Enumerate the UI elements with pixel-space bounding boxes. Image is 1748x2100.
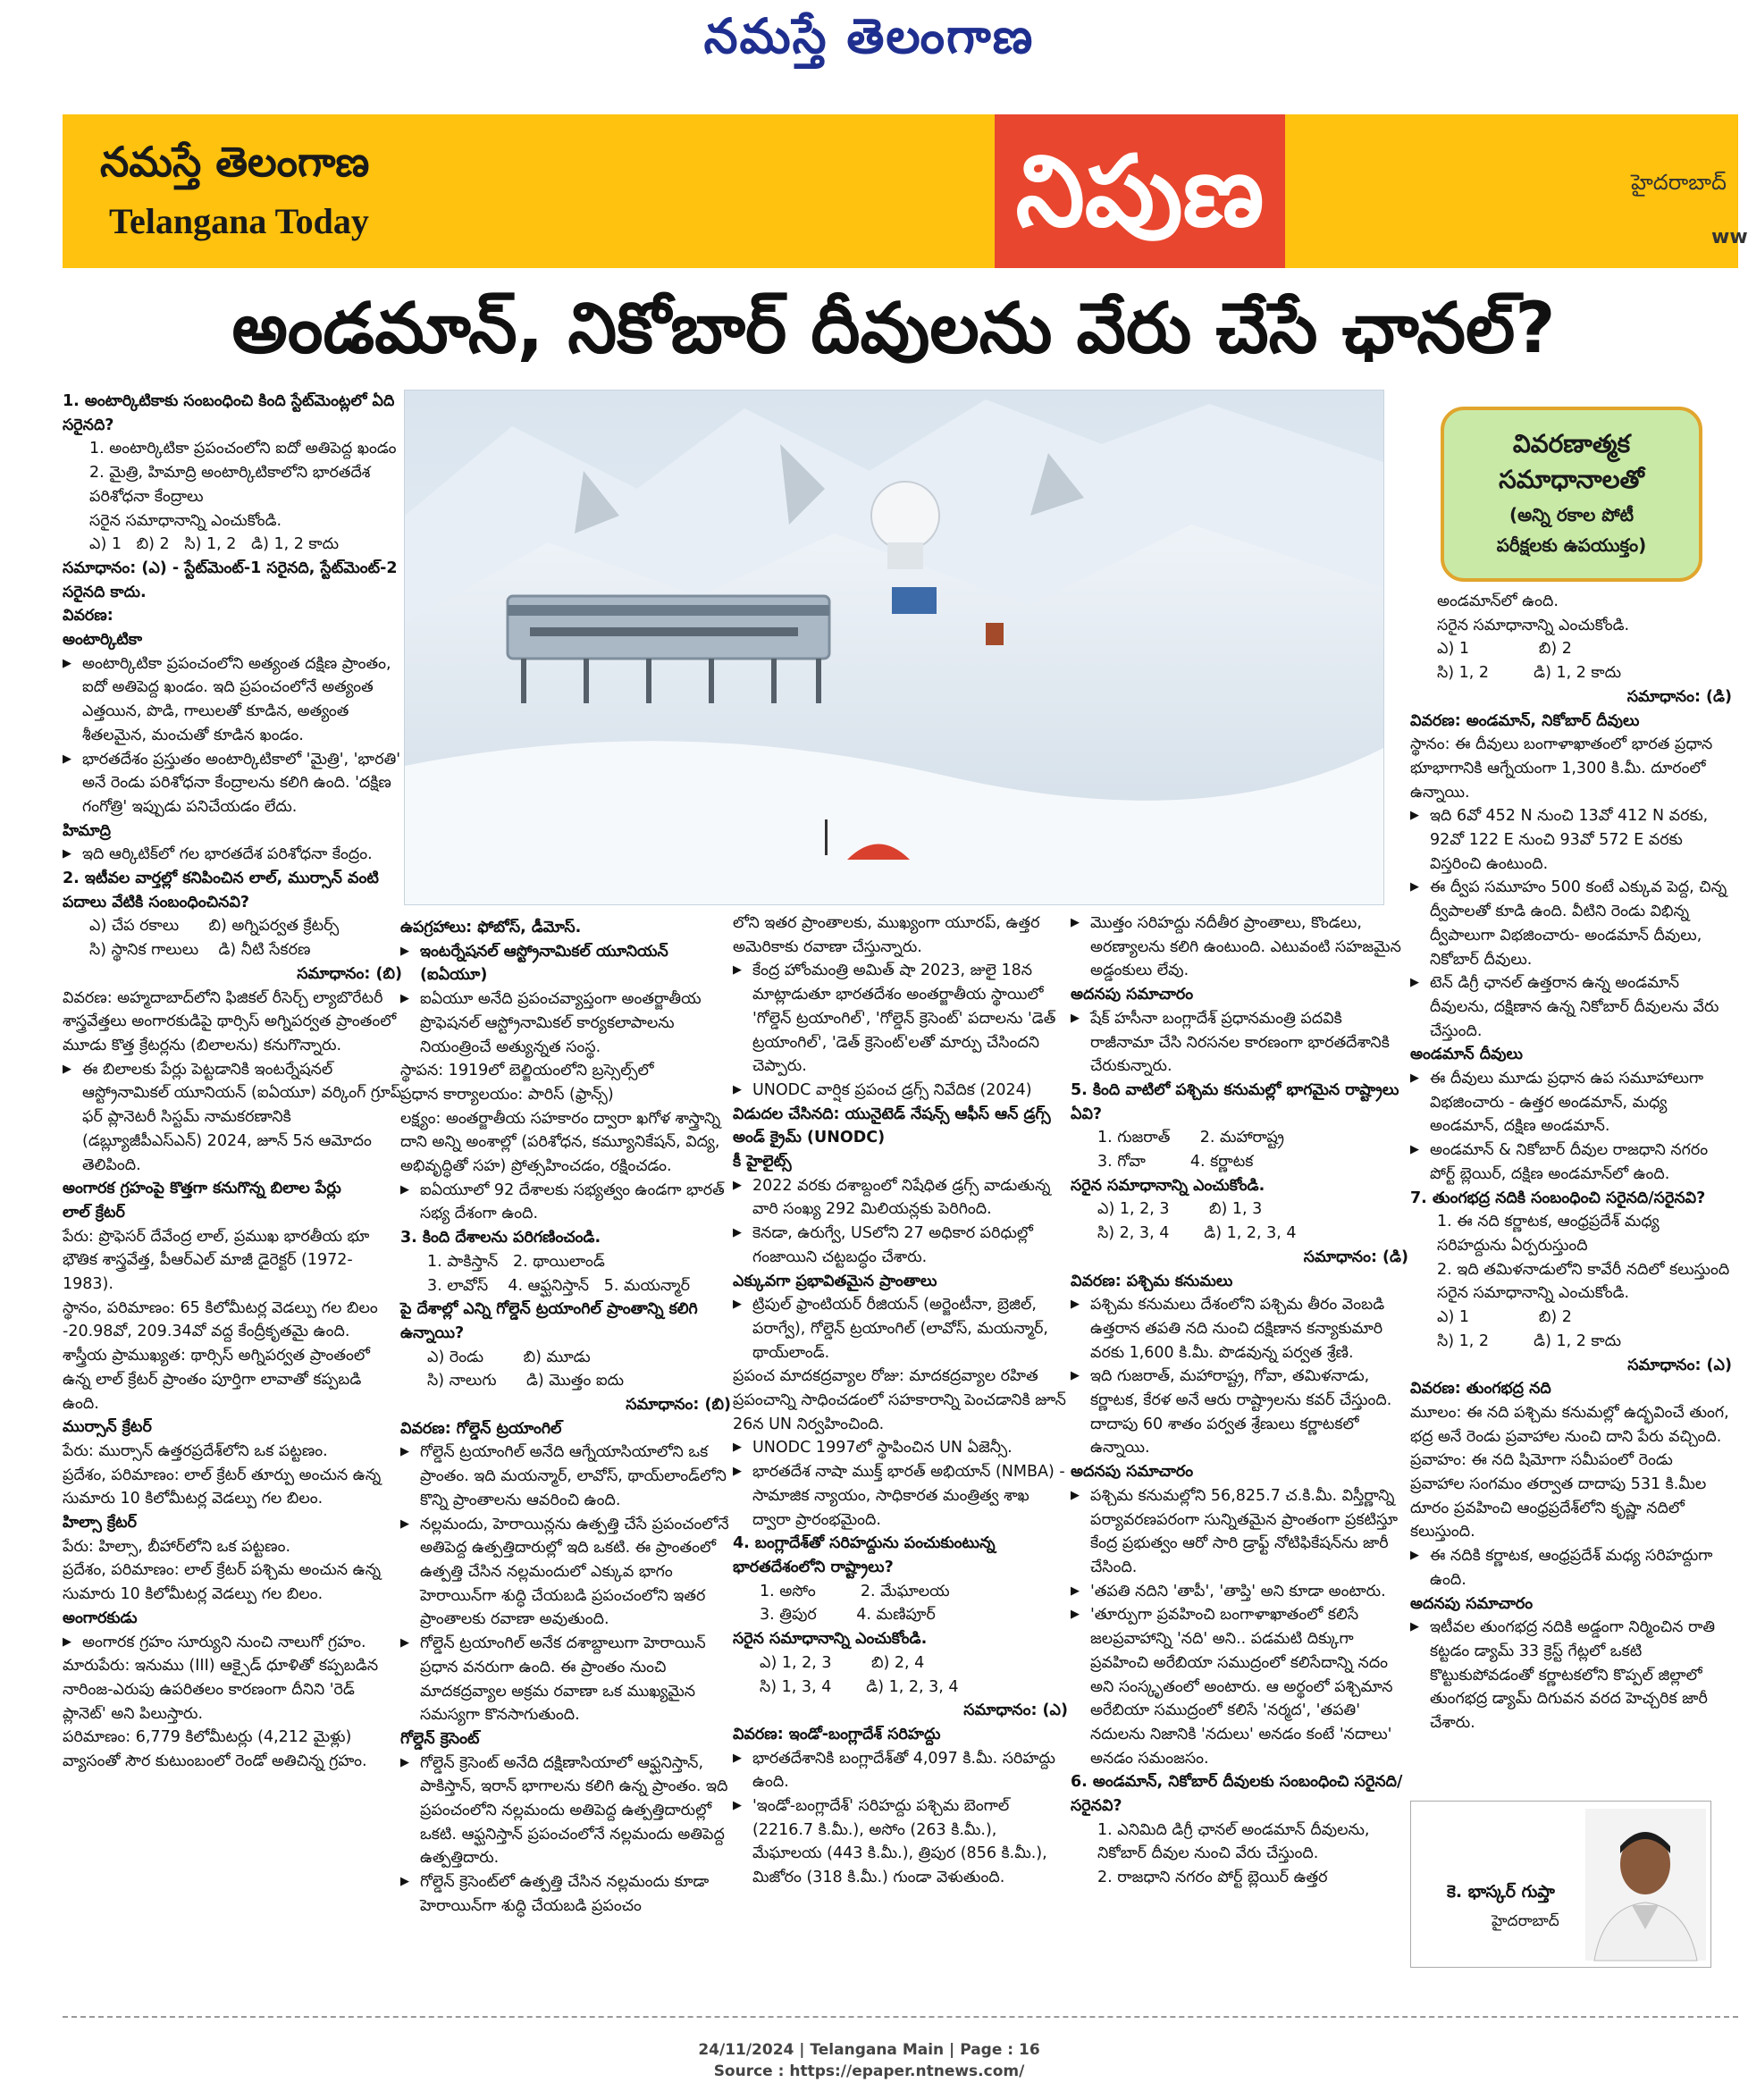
section-title-nipuna: నిపుణ <box>995 114 1285 268</box>
options: సి) 1, 2 డి) 1, 2 కాదు <box>1437 664 1622 683</box>
fact: లక్ష్యం: అంతర్జాతీయ సహకారం ద్వారా ఖగోళ శాస్త్రాన్ని దాని అన్ని అంశాల్లో (పరిశోధన, కమ్యూనికేషన్, విద్య, అభివృద్ధితో సహ) ప్రోత్సహించడం, రక్షించడం. <box>400 1109 721 1176</box>
fact: పరిమాణం: 6,779 కిలోమీటర్లు (4,212 మైళ్లు) వ్యాసంతో సౌర కుటుంబంలో రెండో అతిచిన్న గ్రహం. <box>63 1728 367 1771</box>
banner-web: ww <box>1711 226 1748 248</box>
footer <box>0 2039 1738 2082</box>
question-4: 4. బంగ్లాదేశ్‌తో సరిహద్దును పంచుకుంటున్న భారతదేశంలోని రాష్ట్రాలు? <box>733 1534 996 1576</box>
subheading: గోల్డెన్ క్రెసెంట్ <box>400 1729 480 1748</box>
question-1: 1. అంటార్కిటికాకు సంబంధించి కింది స్టేట్‌మెంట్లలో ఏది సరైనది? <box>63 392 395 434</box>
options: ఎ) రెండు బి) మూడు <box>427 1348 591 1366</box>
bullet: ▶ గోల్డెన్ ట్రయాంగిల్ అనేది ఆగ్నేయాసియాలోని ఒక ప్రాంతం. ఇది మయన్మార్, లావోస్, థాయ్‌లాండ్‌లోని కొన్ని ప్రాంతాలను ఆవరించి ఉంది. <box>400 1441 731 1512</box>
bullet: ▶ ఇటీవల తుంగభద్ర నదికి అడ్డంగా నిర్మించిన రాతి కట్టడం డ్యామ్ 33 క్రెస్ట్ గేట్లలో ఒకటి కొట్టుకుపోవడంతో కర్ణాటకలోని కొప్పల్ జిల్లాలో తుంగభద్ర డ్యామ్ దిగువన వరద హెచ్చరిక జారీ చేశారు. <box>1410 1616 1732 1735</box>
statement: 1. అంటార్కిటికా ప్రపంచంలోని ఐదో అతిపెద్ద ఖండం <box>89 440 397 458</box>
antarctic-station-photo <box>404 390 1384 905</box>
callout-line-3: (అన్ని రకాల పోటీ <box>1508 504 1635 525</box>
continued-text: లోని ఇతర ప్రాంతాలకు, ముఖ్యంగా యూరప్, ఉత్తర అమెరికాకు రవాణా చేస్తున్నారు. <box>733 914 1040 956</box>
bullet: ▶ ఈ ద్వీప సమూహం 500 కంటే ఎక్కువ పెద్ద, చిన్న ద్వీపాలతో కూడి ఉంది. వీటిని రెండు విభిన్న ద్వీపాలుగా విభజించారు- అండమాన్ దీవులు, నికోబార్ దీవులు. <box>1410 876 1732 971</box>
options: సి) స్థానిక గాలులు డి) నీటి సేకరణ <box>89 941 311 960</box>
options: 3. త్రిపుర 4. మణిపూర్ <box>760 1606 936 1625</box>
bullet: ▶ టెన్ డిగ్రీ ఛానల్ ఉత్తరాన ఉన్న అండమాన్ దీవులను, దక్షిణాన ఉన్న నికోబార్ దీవులను వేరు చేస్తుంది. <box>1410 971 1732 1043</box>
options: 1. అసోం 2. మేఘాలయ <box>760 1582 950 1600</box>
bullet: ▶ గోల్డెన్ క్రెసెంట్ అనేది దక్షిణాసియాలో ఆఫ్ఘనిస్తాన్, పాకిస్తాన్, ఇరాన్ భాగాలను కలిగి ఉన్న ప్రాంతం. ఇది ప్రపంచంలోని నల్లమందు అతిపెద్ద ఉత్పత్తిదారుల్లో ఒకటి. ఆఫ్ఘనిస్తాన్ ప్రపంచంలోనే నల్లమందు అతిపెద్ద ఉత్పత్తిదారు. <box>400 1751 731 1871</box>
explanation: వివరణ: తుంగభద్ర నది <box>1410 1380 1551 1399</box>
fact: మూలం: ఈ నది పశ్చిమ కనుమల్లో ఉద్భవించే తుంగ, భద్ర అనే రెండు ప్రవాహాల నుంచి దాని పేరు వచ్చింది. <box>1410 1403 1729 1446</box>
choose-text: సరైన సమాధానాన్ని ఎంచుకోండి. <box>733 1630 928 1649</box>
bullet: ▶ ఇది ఆర్కిటిక్‌లో గల భారతదేశ పరిశోధనా కేంద్రం. <box>63 843 402 867</box>
options: ఎ) 1, 2, 3 బి) 1, 3 <box>1097 1200 1263 1219</box>
bullet: ▶ ట్రిపుల్ ఫ్రాంటియర్ రీజియన్ (అర్జెంటీనా, బ్రెజిల్, పరాగ్వే), గోల్డెన్ ట్రయాంగిల్ (లావోస్, మయన్మార్, థాయ్‌లాండ్. <box>733 1293 1068 1365</box>
explanation: వివరణ: గోల్డెన్ ట్రయాంగిల్ <box>400 1419 562 1438</box>
callout-line-1: వివరణాత్మక <box>1512 429 1631 458</box>
fact: మారుపేరు: ఇనుము (III) ఆక్సైడ్ ధూళితో కప్పబడిన నారింజ-ఎరుపు ఉపరితలం కారణంగా దీనిని 'రెడ్ ప్లానెట్' అని పిలుస్తారు. <box>63 1657 379 1723</box>
fact: ప్రపంచ మాదకద్రవ్యాల రోజు: మాదకద్రవ్యాల రహిత ప్రపంచాన్ని సాధించడంలో సహకారాన్ని పెంచడానికి జూన్ 26న UN నిర్వహించింది. <box>733 1367 1066 1433</box>
question-7: 7. తుంగభద్ర నదికి సంబంధించి సరైనది/సరైనవి? <box>1410 1189 1706 1207</box>
options: ఎ) 1 బి) 2 <box>1437 640 1572 659</box>
brand-telugu: నమస్తే తెలంగాణ <box>100 138 370 186</box>
bullet: ▶ కెనడా, ఉరుగ్వే, USలోని 27 అధికార పరిధుల్లో గంజాయిని చట్టబద్ధం చేశారు. <box>733 1222 1068 1269</box>
callout-line-2: సమాధానాలతో <box>1499 465 1644 494</box>
bullet: ▶ ఐఏయూ అనేది ప్రపంచవ్యాప్తంగా అంతర్జాతీయ ప్రొఫెషనల్ ఆస్ట్రోనామికల్ కార్యకలాపాలను నియంత్రించే అత్యున్నత సంస్థ. <box>400 987 731 1059</box>
fact: విడుదల చేసినది: యునైటెడ్ నేషన్స్ ఆఫీస్ ఆన్ డ్రగ్స్ అండ్ క్రైమ్ (UNODC) <box>733 1105 1051 1147</box>
footer-divider <box>63 2016 1738 2018</box>
choose-text: సరైన సమాధానాన్ని ఎంచుకోండి. <box>89 511 282 530</box>
subheading: హిమాద్రి <box>63 821 112 840</box>
statement: 1. ఈ నది కర్ణాటక, ఆంధ్రప్రదేశ్ మధ్య సరిహద్దును ఏర్పరుస్తుంది <box>1437 1213 1660 1255</box>
subheading: లాల్ క్రేటర్ <box>63 1203 125 1222</box>
fact: ప్రధాన కార్యాలయం: పారిస్ (ఫ్రాన్స్) <box>400 1085 614 1104</box>
avatar-icon <box>1585 1809 1706 1961</box>
options: ఎ) చేప రకాలు బి) అగ్నిపర్వత క్రేటర్స్ <box>89 917 340 936</box>
footer-date-page: 24/11/2024 | Telangana Main | Page : 16 <box>698 2041 1040 2059</box>
bullet: ▶ గోల్డెన్ ట్రయాంగిల్ అనేక దశాబ్దాలుగా హెరాయిన్ ప్రధాన వనరుగా ఉంది. ఈ ప్రాంతం నుంచి మాదకద్రవ్యాల అక్రమ రవాణా ఒక ముఖ్యమైన సమస్యగా కొనసాగుతుంది. <box>400 1632 731 1727</box>
subheading: కీ హైలైట్స్ <box>733 1153 792 1172</box>
options: సి) 1, 3, 4 డి) 1, 2, 3, 4 <box>760 1677 959 1696</box>
callout-box <box>1441 407 1702 582</box>
footer-source: Source : https://epaper.ntnews.com/ <box>713 2062 1025 2080</box>
bullet: ▶ ఐఏయూలో 92 దేశాలకు సభ్యత్వం ఉండగా భారత్ సభ్య దేశంగా ఉంది. <box>400 1179 731 1226</box>
question-6: 6. అండమాన్, నికోబార్ దీవులకు సంబంధించి సరైనది/సరైనవి? <box>1071 1773 1403 1816</box>
statement: 1. ఎనిమిది డిగ్రీ ఛానల్ అండమాన్ దీవులను, నికోబార్ దీవుల నుంచి వేరు చేస్తుంది. <box>1097 1820 1370 1863</box>
bullet: ▶ అంటార్కిటికా ప్రపంచంలోని అత్యంత దక్షిణ ప్రాంతం, ఐదో అతిపెద్ద ఖండం. ఇది ప్రపంచంలోనే అత్యంత ఎత్తయిన, పొడి, గాలులతో కూడిన, అత్యంత శీతలమైన, మంచుతో కూడిన ఖండం. <box>63 652 402 748</box>
subheading: అదనపు సమాచారం <box>1071 1463 1194 1482</box>
fact: స్థానం, పరిమాణం: 65 కిలోమీటర్ల వెడల్పు గల బిలం -20.98వో, 209.34వో వద్ద కేంద్రీకృతమై ఉంది. <box>63 1298 378 1341</box>
subheading: హిల్సా క్రేటర్ <box>63 1514 137 1533</box>
fact: ఉపగ్రహాలు: ఫోబోస్, డీమోస్. <box>400 919 582 937</box>
options: 1. గుజరాత్ 2. మహారాష్ట్ర <box>1097 1129 1284 1147</box>
bullet: ▶ మొత్తం సరిహద్దు నదీతీర ప్రాంతాలు, కొండలు, అరణ్యాలను కలిగి ఉంటుంది. ఎటువంటి సహజమైన అడ్డంకులు లేవు. <box>1071 911 1408 983</box>
bullet: ▶ అండమాన్ & నికోబార్ దీవుల రాజధాని నగరం పోర్ట్ బ్లెయిర్, దక్షిణ అండమాన్‌లో ఉంది. <box>1410 1138 1732 1186</box>
statement: 2. ఇది తమిళనాడులోని కావేరీ నదిలో కలుస్తుంది <box>1437 1260 1730 1279</box>
question-3: 3. కింది దేశాలను పరిగణించండి. <box>400 1229 601 1247</box>
fact: శాస్త్రీయ ప్రాముఖ్యత: థార్సిస్ అగ్నిపర్వత ప్రాంతంలో ఉన్న లాల్ క్రేటర్ ప్రాంతం పూర్తిగా లావాతో కప్పబడి ఉంది. <box>63 1347 370 1413</box>
bullet: ▶ ఈ నదికి కర్ణాటక, ఆంధ్రప్రదేశ్ మధ్య సరిహద్దుగా ఉంది. <box>1410 1544 1732 1592</box>
author-place: హైదరాబాద్ <box>1492 1912 1559 1930</box>
explanation-label: వివరణ: <box>63 607 113 626</box>
bullet: ▶ 'తూర్పుగా ప్రవహించి బంగాళాఖాతంలో కలిసే జలప్రవాహాన్ని 'నది' అని.. పడమటి దిక్కుగా ప్రవహించి అరేబియా సముద్రంలో కలిసేదాన్ని నదం అని సంస్కృతంలో అంటారు. ఆ అర్థంలో పశ్చిమాన అరేబియా సముద్రంలో కలిసే 'నర్మద', 'తపతి' నదులను నిజానికి 'నదులు' అనడం కంటే 'నదాలు' అనడం సమంజసం. <box>1071 1603 1408 1770</box>
options: సి) నాలుగు డి) మొత్తం ఐదు <box>427 1372 625 1390</box>
answer: సమాధానం: (డి) <box>1303 1247 1408 1266</box>
answer: సమాధానం: (డి) <box>1626 687 1732 706</box>
bullet: ▶ పశ్చిమ కనుమల్లోని 56,825.7 చ.కి.మీ. విస్తీర్ణాన్ని పర్యావరణపరంగా సున్నితమైన ప్రాంతంగా ప్రకటిస్తూ కేంద్ర ప్రభుత్వం ఆరో సారి డ్రాఫ్ట్ నోటిఫికేషన్‌ను జారీ చేసింది. <box>1071 1484 1408 1580</box>
fact: ప్రవాహం: ఈ నది షిమోగా సమీపంలో రెండు ప్రవాహాల సంగమం తర్వాత దాదాపు 531 కి.మీల దూరం ప్రవహించి ఆంధ్రప్రదేశ్‌లోని కృష్ణా నదిలో కలుస్తుంది. <box>1410 1451 1707 1541</box>
subheading: అదనపు సమాచారం <box>1071 986 1194 1004</box>
fact: పేరు: ప్రొఫెసర్ దేవేంద్ర లాల్, ప్రముఖ భారతీయ భూ భౌతిక శాస్త్రవేత్త, పీఆర్ఎల్ మాజీ డైరెక్టర్ (1972-1983). <box>63 1227 370 1294</box>
choose-text: సరైన సమాధానాన్ని ఎంచుకోండి. <box>1437 616 1630 634</box>
bullet: ▶ ఈ దీవులు మూడు ప్రధాన ఉప సమూహాలుగా విభజించారు - ఉత్తర అండమాన్, మధ్య అండమాన్, దక్షిణ అండమాన్. <box>1410 1067 1732 1138</box>
page-headline: అండమాన్, నికోబార్ దీవులను వేరు చేసే ఛానల్? <box>231 289 1556 369</box>
fact: ప్రదేశం, పరిమాణం: లాల్ క్రేటర్ పశ్చిమ అంచున ఉన్న సుమారు 10 కిలోమీటర్ల వెడల్పు గల బిలం. <box>63 1561 382 1604</box>
options: సి) 1, 2 డి) 1, 2 కాదు <box>1437 1331 1622 1350</box>
subheading: అదనపు సమాచారం <box>1410 1594 1534 1613</box>
statement: 2. రాజధాని నగరం పోర్ట్ బ్లెయిర్ ఉత్తర <box>1097 1869 1328 1887</box>
column-3 <box>733 911 1068 1966</box>
subheading: ఎక్కువగా ప్రభావితమైన ప్రాంతాలు <box>733 1272 937 1290</box>
bullet: ▶ భారతదేశం ప్రస్తుతం అంటార్కిటికాలో 'మైత్రి', 'భారతి' అనే రెండు పరిశోధనా కేంద్రాలను కలిగి ఉంది. 'దక్షిణ గంగోత్రి' ఇప్పుడు పనిచేయడం లేదు. <box>63 748 402 819</box>
bullet: ▶ అంగారక గ్రహం సూర్యుని నుంచి నాలుగో గ్రహం. <box>63 1631 402 1655</box>
subheading: ముర్సాన్ క్రేటర్ <box>63 1418 152 1437</box>
banner-city: హైదరాబాద్ <box>1631 170 1727 195</box>
subheading: అండమాన్ దీవులు <box>1410 1046 1523 1064</box>
column-1 <box>63 390 402 1962</box>
bullet: ▶ ఇంటర్నేషనల్ ఆస్ట్రోనామికల్ యూనియన్ (ఐఏయూ) <box>400 940 731 987</box>
bullet: ▶ UNODC వార్షిక ప్రపంచ డ్రగ్స్ నివేదిక (2024) <box>733 1079 1068 1103</box>
answer: సమాధానం: (బి) <box>626 1396 731 1415</box>
snow-landscape-image <box>405 391 1383 904</box>
bullet: ▶ నల్లమందు, హెరాయిన్లను ఉత్పత్తి చేసే ప్రపంచంలోనే అతిపెద్ద ఉత్పత్తిదారుల్లో ఇది ఒకటి. ఈ ప్రాంతంలో ఉత్పత్తి చేసిన నల్లమందులో ఎక్కువ భాగం హెరాయిన్‌గా శుద్ధి చేయబడి ప్రపంచంలోని ఇతర ప్రాంతాలకు రవాణా అవుతుంది. <box>400 1513 731 1633</box>
masthead-logo: నమస్తే తెలంగాణ <box>703 7 1035 64</box>
bullet: ▶ 'ఇండో-బంగ్లాదేశ్' సరిహద్దు పశ్చిమ బెంగాల్ (2216.7 కి.మీ.), అసోం (263 కి.మీ.), మేఘాలయ (443 కి.మీ.), త్రిపుర (856 కి.మీ.), మిజోరం (318 కి.మీ.) గుండా వెళుతుంది. <box>733 1794 1068 1890</box>
subheading: అంటార్కిటికా <box>63 631 143 650</box>
choose-text: సరైన సమాధానాన్ని ఎంచుకోండి. <box>1071 1176 1265 1195</box>
question-5: 5. కింది వాటిలో పశ్చిమ కనుమల్లో భాగమైన రాష్ట్రాలు ఏవి? <box>1071 1080 1399 1123</box>
question-3-text: పై దేశాల్లో ఎన్ని గోల్డెన్ ట్రయాంగిల్ ప్రాంతాన్ని కలిగి ఉన్నాయి? <box>400 1300 698 1342</box>
continued-text: అండమాన్‌లో ఉంది. <box>1437 592 1559 610</box>
options: ఎ) 1, 2, 3 బి) 2, 4 <box>760 1653 925 1672</box>
column-5 <box>1410 590 1732 1733</box>
subheading: అంగారకుడు <box>63 1609 138 1627</box>
answer: సమాధానం: (బి) <box>297 964 402 983</box>
bullet: ▶ 2022 వరకు దశాబ్దంలో నిషేధిత డ్రగ్స్ వాడుతున్న వారి సంఖ్య 292 మిలియన్లకు పెరిగింది. <box>733 1174 1068 1222</box>
options: ఎ) 1 బి) 2 <box>1437 1308 1572 1327</box>
bullet: ▶ UNODC 1997లో స్థాపించిన UN ఏజెన్సీ. <box>733 1436 1068 1460</box>
options: 3. గోవా 4. కర్ణాటక <box>1097 1153 1254 1172</box>
subheading: అంగారక గ్రహంపై కొత్తగా కనుగొన్న బిలాల పేర్లు <box>63 1180 341 1198</box>
bullet: ▶ ఇది గుజరాత్, మహారాష్ట్ర, గోవా, తమిళనాడు, కర్ణాటక, కేరళ అనే ఆరు రాష్ట్రాలను కవర్ చేస్తుంది. దాదాపు 60 శాతం పర్వత శ్రేణులు కర్ణాటకలో ఉన్నాయి. <box>1071 1365 1408 1460</box>
options: 3. లావోస్ 4. ఆఫ్ఘనిస్తాన్ 5. మయన్మార్ <box>427 1276 690 1295</box>
bullet: ▶ షేక్ హసీనా బంగ్లాదేశ్ ప్రధానమంత్రి పదవికి రాజీనామా చేసి నిరసనల కారణంగా భారతదేశానికి చేరుకున్నారు. <box>1071 1007 1408 1079</box>
statement: 2. మైత్రి, హిమాద్రి అంటార్కిటికాలోని భారతదేశ పరిశోధనా కేంద్రాలు <box>89 464 371 506</box>
fact: పేరు: ముర్సాన్ ఉత్తరప్రదేశ్‌లోని ఒక పట్టణం. <box>63 1441 328 1460</box>
section-banner <box>63 114 1748 268</box>
bullet: ▶ ఇది 6వో 452 N నుంచి 13వో 412 N వరకు, 92వో 122 E నుంచి 93వో 572 E వరకు విస్తరించి ఉంటుంది. <box>1410 804 1732 876</box>
bullet: ▶ గోల్డెన్ క్రెసెంట్‌లో ఉత్పత్తి చేసిన నల్లమందు కూడా హెరాయిన్‌గా శుద్ధి చేయబడి ప్రపంచం <box>400 1870 731 1918</box>
author-name: కె. భాస్కర్ గుప్తా <box>1447 1882 1555 1902</box>
options: ఎ) 1 బి) 2 సి) 1, 2 డి) 1, 2 కాదు <box>89 535 339 554</box>
answer: సమాధానం: (ఎ) <box>1627 1356 1732 1374</box>
choose-text: సరైన సమాధానాన్ని ఎంచుకోండి. <box>1437 1284 1630 1303</box>
explanation: వివరణ: పశ్చిమ కనుమలు <box>1071 1272 1233 1290</box>
bullet: ▶ కేంద్ర హోంమంత్రి అమిత్ షా 2023, జులై 18న మాట్లాడుతూ భారతదేశం అంతర్జాతీయ స్థాయిలో 'గోల్డెన్ ట్రయాంగిల్', 'గోల్డెన్ క్రెసెంట్' పదాలను 'డెత్ ట్రయాంగిల్', 'డెత్ క్రెసెంట్'లతో మార్పు చేసిందని చెప్పారు. <box>733 959 1068 1079</box>
options: సి) 2, 3, 4 డి) 1, 2, 3, 4 <box>1097 1224 1297 1243</box>
question-2: 2. ఇటీవల వార్తల్లో కనిపించిన లాల్, ముర్సాన్ వంటి పదాలు వేటికి సంబంధించినవి? <box>63 869 379 911</box>
fact: స్థాపన: 1919లో బెల్జియంలోని బ్రస్సెల్స్‌లో <box>400 1062 654 1080</box>
bullet: ▶ 'తపతి నదిని 'తాపీ', 'తాప్తి' అని కూడా అంటారు. <box>1071 1580 1408 1604</box>
bullet: ▶ ఈ బిలాలకు పేర్లు పెట్టడానికి ఇంటర్నేషనల్ ఆస్ట్రోనామికల్ యూనియన్ (ఐఏయూ) వర్కింగ్ గ్రూప్ ఫర్ ప్లానెటరీ సిస్టమ్ నామకరణానికి (డబ్ల్యూజీపీఎస్ఎన్) 2024, జూన్ 5న ఆమోదం తెలిపింది. <box>63 1058 402 1178</box>
bullet: ▶ భారతదేశ నాషా ముక్త్ భారత్ అభియాన్ (NMBA) - సామాజిక న్యాయం, సాధికారత మంత్రిత్వ శాఖ ద్వారా ప్రారంభమైంది. <box>733 1460 1068 1532</box>
author-box <box>1410 1801 1711 1968</box>
bullet: ▶ భారతదేశానికి బంగ్లాదేశ్‌తో 4,097 కి.మీ. సరిహద్దు ఉంది. <box>733 1747 1068 1794</box>
answer: సమాధానం: (ఎ) <box>963 1701 1068 1720</box>
explanation: వివరణ: ఇండో-బంగ్లాదేశ్ సరిహద్దు <box>733 1725 941 1743</box>
column-2 <box>400 916 731 1970</box>
callout-line-4: పరీక్షలకు ఉపయుక్తం) <box>1496 534 1647 556</box>
fact: స్థానం: ఈ దీవులు బంగాళాఖాతంలో భారత ప్రధాన భూభాగానికి ఆగ్నేయంగా 1,300 కి.మీ. దూరంలో ఉన్నాయి. <box>1410 735 1713 802</box>
column-4 <box>1071 911 1408 1966</box>
options: 1. పాకిస్తాన్ 2. థాయిలాండ్ <box>427 1252 605 1271</box>
explanation: వివరణ: అండమాన్, నికోబార్ దీవులు <box>1410 711 1640 730</box>
answer: సమాధానం: (ఎ) - స్టేట్‌మెంట్-1 సరైనది, స్టేట్‌మెంట్-2 సరైనది కాదు. <box>63 559 398 601</box>
bullet: ▶ పశ్చిమ కనుమలు దేశంలోని పశ్చిమ తీరం వెంబడి ఉత్తరాన తపతి నది నుంచి దక్షిణాన కన్యాకుమారి వరకు 1,600 కి.మీ. పొడవున్న పర్వత శ్రేణి. <box>1071 1293 1408 1365</box>
explanation: వివరణ: అహ్మదాబాద్‌లోని ఫిజికల్ రీసెర్చ్ ల్యాబొరేటరీ శాస్త్రవేత్తలు అంగారకుడిపై థార్సిస్ అగ్నిపర్వత ప్రాంతంలో మూడు కొత్త క్రేటర్లను (బిలాలను) కనుగొన్నారు. <box>63 988 397 1054</box>
fact: ప్రదేశం, పరిమాణం: లాల్ క్రేటర్ తూర్పు అంచున ఉన్న సుమారు 10 కిలోమీటర్ల వెడల్పు గల బిలం. <box>63 1466 382 1508</box>
fact: పేరు: హిల్సా, బీహార్‌లోని ఒక పట్టణం. <box>63 1537 291 1556</box>
author-photo <box>1585 1809 1706 1961</box>
brand-english: Telangana Today <box>109 201 369 241</box>
